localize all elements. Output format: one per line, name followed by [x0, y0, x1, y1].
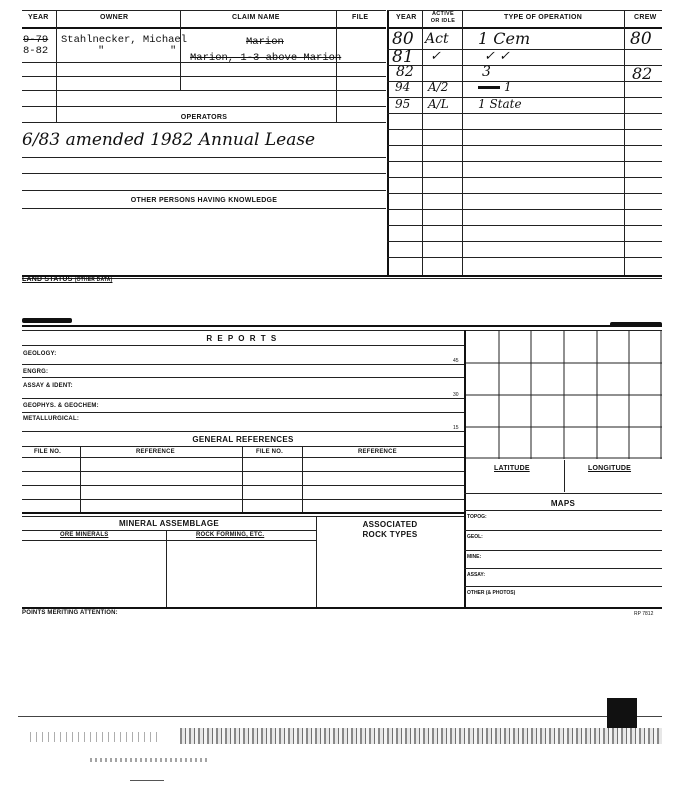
activity-row4-year: 94: [395, 80, 411, 94]
row1-year: 9-79: [23, 34, 49, 46]
row2-year: 8-82: [23, 45, 49, 57]
activity-row1-year: 80: [392, 29, 414, 49]
report-geology-num: 45: [453, 358, 459, 364]
report-metallurgical-num: 15: [453, 425, 459, 431]
activity-row1-type: 1 Cem: [478, 29, 531, 48]
scan-noise-band: [90, 758, 210, 762]
report-assay-label: ASSAY & IDENT:: [23, 383, 73, 389]
report-assay-num: 30: [453, 392, 459, 398]
rule: [22, 10, 386, 11]
owner-header: OWNER: [100, 14, 129, 21]
associated-rock-types-line2: ROCK TYPES: [362, 530, 418, 539]
other-persons-title: OTHER PERSONS HAVING KNOWLEDGE: [130, 197, 278, 204]
activity-row5-year: 95: [395, 97, 411, 111]
row1-claim-name: Marion: [246, 36, 284, 48]
ref-header-ref2: REFERENCE: [358, 449, 397, 455]
margin-mark: [22, 318, 72, 323]
activity-row1-active: Act: [425, 31, 449, 47]
latitude-label: LATITUDE: [494, 465, 530, 472]
associated-rock-types-line1: ASSOCIATED: [362, 520, 418, 529]
rock-forming-header: ROCK FORMING, ETC.: [196, 532, 265, 538]
activity-row4-type: 1: [504, 80, 512, 94]
map-other: OTHER (& PHOTOS): [467, 590, 516, 596]
map-assay: ASSAY:: [467, 572, 486, 578]
land-status-label: LAND STATUS (OTHER DATA): [22, 276, 113, 283]
ref-header-file2: FILE NO.: [256, 449, 283, 455]
active-header-line2: OR IDLE: [430, 18, 456, 24]
longitude-label: LONGITUDE: [588, 465, 632, 472]
type-of-operation-header: TYPE OF OPERATION: [504, 14, 583, 21]
activity-row5-type: 1 State: [478, 97, 522, 111]
ref-header-ref1: REFERENCE: [136, 449, 175, 455]
activity-year-header: YEAR: [396, 14, 417, 21]
form-code: RP 7812: [634, 611, 654, 617]
row2-ditto: ": [98, 45, 105, 57]
report-geophys-label: GEOPHYS. & GEOCHEM:: [23, 403, 99, 409]
activity-row4-active: A/2: [428, 80, 449, 94]
activity-row2-type: ✓ ✓: [484, 49, 510, 64]
report-metallurgical-label: METALLURGICAL:: [23, 416, 80, 422]
row2-claim-name: Marion, 1-3 above Marion: [190, 52, 342, 64]
map-geol: GEOL:: [467, 534, 483, 540]
points-meriting-attention-label: POINTS MERITING ATTENTION:: [22, 610, 118, 616]
scan-noise-band: [30, 732, 160, 742]
active-header-line1: ACTIVE: [432, 11, 454, 17]
ore-minerals-header: ORE MINERALS: [60, 532, 109, 538]
maps-title: MAPS: [550, 499, 576, 508]
row2-ditto-2: ": [170, 45, 177, 57]
file-header: FILE: [352, 14, 369, 21]
reports-title: R E P O R T S: [206, 334, 278, 343]
year-header: YEAR: [28, 14, 49, 21]
scan-artifact-line: [18, 716, 662, 717]
operators-title: OPERATORS: [180, 114, 228, 121]
rule: [22, 27, 386, 29]
scan-noise-band: [180, 728, 662, 744]
activity-row2-active: ✓: [430, 49, 441, 64]
row1-owner: Stahlnecker, Michael: [61, 34, 188, 46]
ref-header-file1: FILE NO.: [34, 449, 61, 455]
mineral-assemblage-title: MINERAL ASSEMBLAGE: [118, 519, 220, 528]
activity-row5-active: A/L: [428, 97, 449, 111]
activity-row3-type: 3: [482, 64, 491, 80]
general-references-title: GENERAL REFERENCES: [192, 435, 294, 444]
operators-entry: 6/83 amended 1982 Annual Lease: [22, 130, 316, 150]
rule: [180, 10, 181, 90]
claim-name-header: CLAIM NAME: [232, 14, 280, 21]
location-grid: [466, 331, 662, 459]
scan-artifact-block: [607, 698, 637, 728]
report-geology-label: GEOLOGY:: [23, 351, 57, 357]
report-engrg-label: ENGRG:: [23, 369, 49, 375]
activity-row3-year: 82: [396, 64, 414, 80]
crew-header: CREW: [634, 14, 657, 21]
scribble-mark: [478, 86, 500, 89]
activity-row2-year: 81: [392, 47, 414, 67]
scan-artifact-line: [130, 780, 164, 781]
map-topog: TOPOG:: [467, 514, 487, 520]
map-mine: MINE:: [467, 554, 482, 560]
activity-row1-crew: 80: [630, 29, 652, 49]
activity-row3-crew: 82: [632, 64, 653, 83]
